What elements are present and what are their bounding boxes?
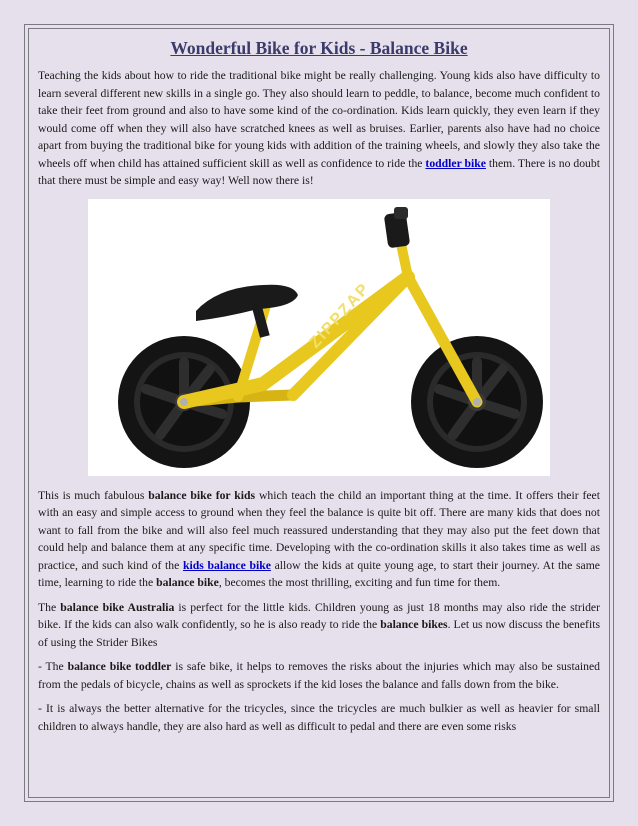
balance-bike-photo xyxy=(88,199,550,476)
photo-container xyxy=(38,199,600,476)
intro-text: Teaching the kids about how to ride the traditional bike might be really challenging. Young kids also have difficulty to learn several different new skills in a single go. They also should learn to peddle, to balance, become much confident to take their feet from ground and also to have some kind of the co-ordination. Kids learn quickly, they even learn if they would come off when they will also have scratched knees as well as bruises. Earlier, parents also have had no choice apart from buying the traditional bike for young kids with addition of the training wheels, and slowly they also take the wheels off when child has attained sufficient skill as well as confidence to ride the xyxy=(38,69,600,170)
paragraph-5 xyxy=(38,700,600,735)
kids-balance-bike-link[interactable]: kids balance bike xyxy=(183,558,271,572)
p2-text: This is much fabulous xyxy=(38,488,149,502)
frame-brand-text: ZIPPZAP xyxy=(306,279,374,352)
p3-bold-1: balance bike Australia xyxy=(60,600,175,614)
p3-text-2: is perfect for the little kids. Children young as just 18 months may also ride the strider bike. If the kids can also walk confidently, so he is also ready to ride the xyxy=(38,600,600,631)
front-axle-bolt xyxy=(473,398,481,406)
bike-handlebar xyxy=(384,207,411,248)
p3-text: The xyxy=(38,600,61,614)
p2-text-2: which teach the child an important thing at the time. It offers their feet with an easy and simple access to ground when they feel the balance is quite bit off. There are many kids that does not want to fall from the bike and will also feel much reassured understanding that they may also put the feet down that could help and balance them at any specific time. Developing with the co-ordination skills it also takes time as well as practice, and such kind of the xyxy=(38,488,600,572)
p4-bold-1: balance bike toddler xyxy=(67,660,172,673)
intro-text-end: them. There is no doubt that there must be simple and easy way! Well now there is! xyxy=(38,156,600,187)
bike-seat xyxy=(196,284,298,337)
p2-text-4: , becomes the most thrilling, exciting and fun time for them. xyxy=(218,576,501,589)
p2-bold-2: balance bike xyxy=(156,576,219,589)
p2-text-3: allow the kids at quite young age, to start their journey. At the same time, learning to ride the xyxy=(38,558,600,589)
p3-text-3: . Let us now discuss the benefits of using the Strider Bikes xyxy=(38,618,600,649)
page-title: Wonderful Bike for Kids - Balance Bike xyxy=(170,38,468,58)
toddler-bike-link[interactable]: toddler bike xyxy=(425,156,486,170)
p3-bold-2: balance bikes xyxy=(380,618,448,631)
intro-paragraph xyxy=(38,67,600,190)
balance-bike-illustration xyxy=(88,199,550,476)
p4-text-2: is safe bike, it helps to removes the risks about the injuries which may also be sustained from the pedals of bicycle, chains as well as sprockets if the kid loses the balance and falls down from the bike. xyxy=(38,660,601,691)
p5-text: - It is always the better alternative for the tricycles, since the tricycles are much bulkier as well as heavier for small children to always handle, they are also hard as well as difficult to pedal and there are even some risks xyxy=(38,702,600,733)
page-border-inner xyxy=(28,28,610,798)
p2-bold-1: balance bike for kids xyxy=(148,488,256,502)
document-content xyxy=(29,29,609,735)
p4-text: - The xyxy=(38,660,68,673)
rear-axle-bolt xyxy=(180,398,188,406)
paragraph-3 xyxy=(38,599,600,652)
paragraph-4 xyxy=(38,658,600,693)
paragraph-2 xyxy=(38,487,600,592)
